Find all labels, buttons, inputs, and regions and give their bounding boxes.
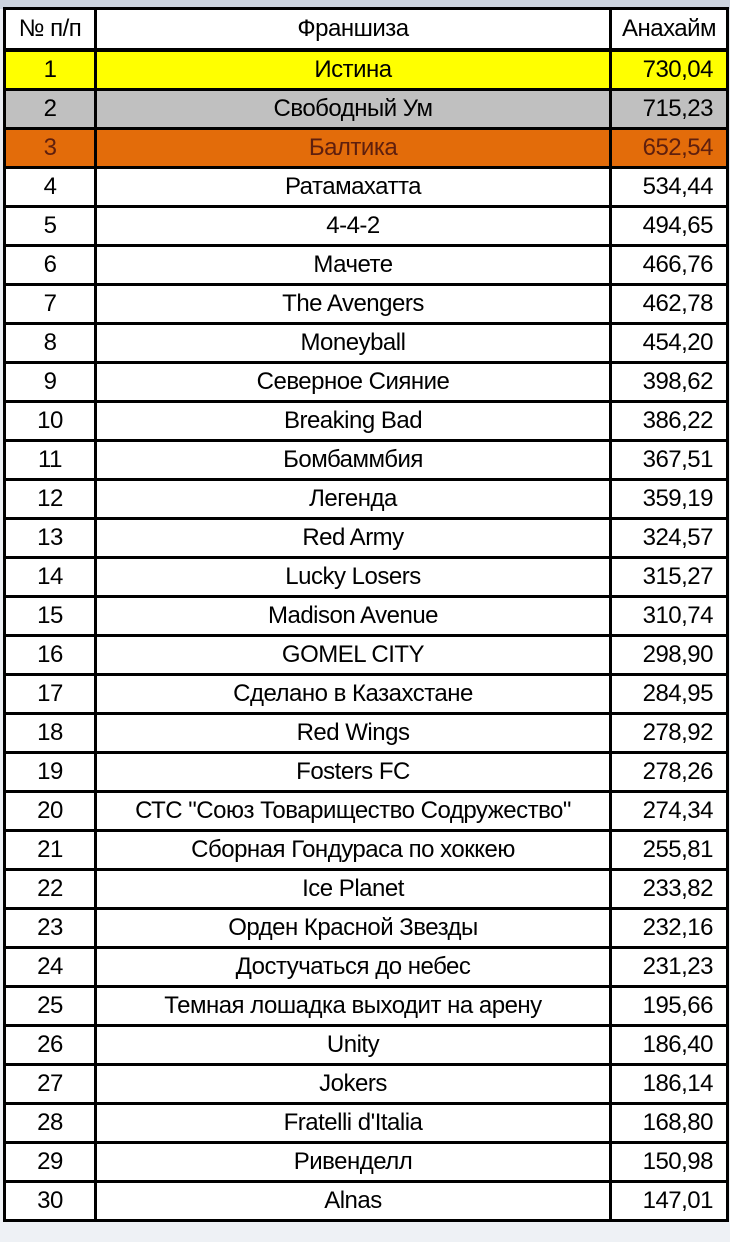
standings-table <box>3 7 729 1222</box>
rank-cell: 18 <box>5 714 96 753</box>
rank-cell: 27 <box>5 1065 96 1104</box>
rank-cell: 9 <box>5 363 96 402</box>
rank-cell: 17 <box>5 675 96 714</box>
table-row <box>5 129 728 168</box>
table-row <box>5 441 728 480</box>
col-header-rank: № п/п <box>5 9 96 51</box>
rank-cell: 28 <box>5 1104 96 1143</box>
rank-cell: 4 <box>5 168 96 207</box>
franchise-cell: Fosters FC <box>96 753 611 792</box>
value-cell: 367,51 <box>611 441 728 480</box>
franchise-cell: Ратамахатта <box>96 168 611 207</box>
value-cell: 652,54 <box>611 129 728 168</box>
value-cell: 278,26 <box>611 753 728 792</box>
rank-cell: 21 <box>5 831 96 870</box>
franchise-cell: Сборная Гондураса по хоккею <box>96 831 611 870</box>
value-cell: 386,22 <box>611 402 728 441</box>
franchise-cell: Madison Avenue <box>96 597 611 636</box>
table-row <box>5 1104 728 1143</box>
franchise-cell: Moneyball <box>96 324 611 363</box>
rank-cell: 8 <box>5 324 96 363</box>
table-row <box>5 168 728 207</box>
value-cell: 730,04 <box>611 50 728 90</box>
value-cell: 255,81 <box>611 831 728 870</box>
franchise-cell: Ice Planet <box>96 870 611 909</box>
table-row <box>5 597 728 636</box>
franchise-cell: Breaking Bad <box>96 402 611 441</box>
rank-cell: 29 <box>5 1143 96 1182</box>
rank-cell: 7 <box>5 285 96 324</box>
rank-cell: 30 <box>5 1182 96 1221</box>
value-cell: 298,90 <box>611 636 728 675</box>
franchise-cell: Fratelli d'Italia <box>96 1104 611 1143</box>
franchise-cell: Alnas <box>96 1182 611 1221</box>
standings-table-body <box>5 50 728 1221</box>
table-row <box>5 207 728 246</box>
value-cell: 324,57 <box>611 519 728 558</box>
rank-cell: 20 <box>5 792 96 831</box>
franchise-cell: Red Army <box>96 519 611 558</box>
rank-cell: 14 <box>5 558 96 597</box>
rank-cell: 25 <box>5 987 96 1026</box>
header-row <box>5 9 728 51</box>
value-cell: 466,76 <box>611 246 728 285</box>
table-row <box>5 948 728 987</box>
rank-cell: 13 <box>5 519 96 558</box>
rank-cell: 24 <box>5 948 96 987</box>
rank-cell: 11 <box>5 441 96 480</box>
value-cell: 147,01 <box>611 1182 728 1221</box>
rank-cell: 3 <box>5 129 96 168</box>
table-row <box>5 636 728 675</box>
franchise-cell: GOMEL CITY <box>96 636 611 675</box>
value-cell: 231,23 <box>611 948 728 987</box>
value-cell: 398,62 <box>611 363 728 402</box>
rank-cell: 5 <box>5 207 96 246</box>
rank-cell: 12 <box>5 480 96 519</box>
table-row <box>5 1143 728 1182</box>
value-cell: 284,95 <box>611 675 728 714</box>
table-row <box>5 90 728 129</box>
value-cell: 494,65 <box>611 207 728 246</box>
value-cell: 274,34 <box>611 792 728 831</box>
table-row <box>5 363 728 402</box>
franchise-cell: Северное Сияние <box>96 363 611 402</box>
rank-cell: 23 <box>5 909 96 948</box>
rank-cell: 10 <box>5 402 96 441</box>
col-header-anaheim: Анахайм <box>611 9 728 51</box>
franchise-cell: Достучаться до небес <box>96 948 611 987</box>
table-row <box>5 714 728 753</box>
value-cell: 278,92 <box>611 714 728 753</box>
rank-cell: 22 <box>5 870 96 909</box>
value-cell: 150,98 <box>611 1143 728 1182</box>
table-row <box>5 1065 728 1104</box>
table-row <box>5 285 728 324</box>
value-cell: 454,20 <box>611 324 728 363</box>
franchise-cell: 4-4-2 <box>96 207 611 246</box>
table-row <box>5 753 728 792</box>
franchise-cell: The Avengers <box>96 285 611 324</box>
franchise-cell: СТС "Союз Товарищество Содружество" <box>96 792 611 831</box>
value-cell: 195,66 <box>611 987 728 1026</box>
table-row <box>5 987 728 1026</box>
table-row <box>5 1026 728 1065</box>
franchise-cell: Red Wings <box>96 714 611 753</box>
franchise-cell: Бомбаммбия <box>96 441 611 480</box>
table-row <box>5 50 728 90</box>
franchise-cell: Lucky Losers <box>96 558 611 597</box>
value-cell: 462,78 <box>611 285 728 324</box>
table-row <box>5 675 728 714</box>
franchise-cell: Ривенделл <box>96 1143 611 1182</box>
franchise-cell: Jokers <box>96 1065 611 1104</box>
value-cell: 232,16 <box>611 909 728 948</box>
value-cell: 310,74 <box>611 597 728 636</box>
value-cell: 186,40 <box>611 1026 728 1065</box>
table-row <box>5 909 728 948</box>
table-row <box>5 792 728 831</box>
franchise-cell: Орден Красной Звезды <box>96 909 611 948</box>
franchise-cell: Легенда <box>96 480 611 519</box>
table-row <box>5 1182 728 1221</box>
rank-cell: 16 <box>5 636 96 675</box>
rank-cell: 1 <box>5 50 96 90</box>
rank-cell: 2 <box>5 90 96 129</box>
franchise-cell: Свободный Ум <box>96 90 611 129</box>
value-cell: 315,27 <box>611 558 728 597</box>
franchise-cell: Темная лошадка выходит на арену <box>96 987 611 1026</box>
rank-cell: 15 <box>5 597 96 636</box>
col-header-franchise: Франшиза <box>96 9 611 51</box>
table-row <box>5 402 728 441</box>
rank-cell: 19 <box>5 753 96 792</box>
rank-cell: 26 <box>5 1026 96 1065</box>
table-row <box>5 480 728 519</box>
franchise-cell: Балтика <box>96 129 611 168</box>
table-row <box>5 519 728 558</box>
table-row <box>5 324 728 363</box>
franchise-cell: Мачете <box>96 246 611 285</box>
value-cell: 233,82 <box>611 870 728 909</box>
value-cell: 534,44 <box>611 168 728 207</box>
table-row <box>5 831 728 870</box>
table-row <box>5 870 728 909</box>
franchise-cell: Сделано в Казахстане <box>96 675 611 714</box>
franchise-cell: Unity <box>96 1026 611 1065</box>
table-row <box>5 558 728 597</box>
table-row <box>5 246 728 285</box>
value-cell: 186,14 <box>611 1065 728 1104</box>
value-cell: 715,23 <box>611 90 728 129</box>
franchise-cell: Истина <box>96 50 611 90</box>
value-cell: 359,19 <box>611 480 728 519</box>
value-cell: 168,80 <box>611 1104 728 1143</box>
rank-cell: 6 <box>5 246 96 285</box>
